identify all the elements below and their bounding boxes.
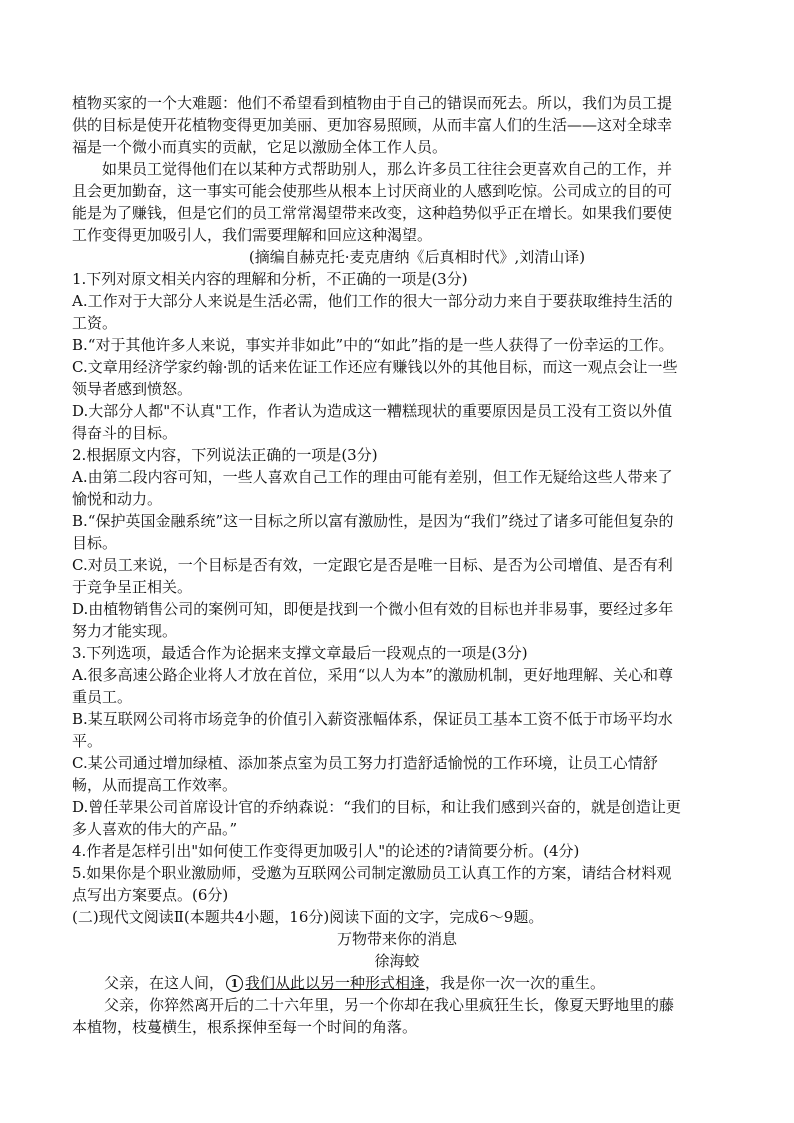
- section-heading: (二)现代文阅读Ⅱ(本题共4小题，16分)阅读下面的文字，完成6～9题。: [72, 908, 544, 926]
- option-line: B.“保护英国金融系统”这一目标之所以富有激励性，是因为“我们”绕过了诸多可能但复杂的: [72, 512, 674, 530]
- option-b: [72, 334, 722, 356]
- option-line: B.“对于其他许多人来说，事实并非如此”中的“如此”指的是一些人获得了一份幸运的工作。: [72, 336, 674, 354]
- document-page: [72, 92, 722, 1038]
- text-line: 且会更加勤奋，这一事实可能会使那些从根本上讨厌商业的人感到吃惊。公司成立的目的可: [72, 182, 673, 200]
- option-a: [72, 664, 722, 708]
- text-line: 福是一个微小而真实的贡献，它足以激励全体工作人员。: [72, 138, 448, 156]
- question-stem: 点写出方案要点。(6分): [72, 886, 229, 904]
- text-line: 如果员工觉得他们在以某种方式帮助别人，那么许多员工往往会更喜欢自己的工作，并: [102, 160, 673, 178]
- question-stem: 4.作者是怎样引出"如何使工作变得更加吸引人"的论述的?请简要分析。(4分): [72, 842, 580, 860]
- option-line: 畅，从而提高工作效率。: [72, 776, 238, 794]
- option-line: D.大部分人都"不认真"工作，作者认为造成这一糟糕现状的重要原因是员工没有工资以外值: [72, 402, 673, 420]
- option-line: 平。: [72, 732, 103, 750]
- essay-title-block: [72, 928, 722, 972]
- option-line: D.由植物销售公司的案例可知，即便是找到一个微小但有效的目标也并非易事，要经过多年: [72, 600, 674, 618]
- text-line: 供的目标是使开花植物变得更加美丽、更加容易照顾，从而丰富人们的生活——这对全球幸: [72, 116, 673, 134]
- question-stem: 1.下列对原文相关内容的理解和分析，不正确的一项是(3分): [72, 270, 468, 288]
- essay-title: 万物带来你的消息: [336, 930, 457, 948]
- option-line: A.工作对于大部分人来说是生活必需，他们工作的很大一部分动力来自于要获取维持生活的: [72, 292, 673, 310]
- underlined-sentence: 我们从此以另一种形式相逢: [245, 974, 426, 992]
- text-line: 工作变得更加吸引人，我们需要理解和回应这种渴望。: [72, 226, 433, 244]
- option-line: 工资。: [72, 314, 118, 332]
- option-d: [72, 400, 722, 444]
- option-line: 多人喜欢的伟大的产品。”: [72, 820, 238, 838]
- option-line: D.曾任苹果公司首席设计官的乔纳森说：“我们的目标，和让我们感到兴奋的，就是创造让更: [72, 798, 681, 816]
- source-citation: (摘编自赫克托·麦克唐纳《后真相时代》,刘清山译): [248, 248, 586, 266]
- question-stem: 5.如果你是个职业激励师，受邀为互联网公司制定激励员工认真工作的方案，请结合材料观: [72, 864, 672, 882]
- option-line: B.某互联网公司将市场竞争的价值引入薪资涨幅体系，保证员工基本工资不低于市场平均水: [72, 710, 673, 728]
- question-3: [72, 642, 722, 840]
- question-4: [72, 840, 722, 862]
- text-segment: 父亲，在这人间，: [104, 974, 225, 992]
- option-line: 重员工。: [72, 688, 133, 706]
- option-a: [72, 466, 722, 510]
- option-line: C.某公司通过增加绿植、添加茶点室为员工努力打造舒适愉悦的工作环境，让员工心情舒: [72, 754, 658, 772]
- question-1: [72, 268, 722, 444]
- essay-paragraph-1: [72, 972, 722, 994]
- question-stem: 3.下列选项，最适合作为论据来支撑文章最后一段观点的一项是(3分): [72, 644, 528, 662]
- option-d: [72, 796, 722, 840]
- question-stem: 2.根据原文内容，下列说法正确的一项是(3分): [72, 446, 378, 464]
- question-2: [72, 444, 722, 642]
- intro-paragraph: [72, 92, 722, 158]
- last-paragraph: [72, 158, 722, 246]
- text-line: 能是为了赚钱，但是它们的员工常常渴望带来改变，这种趋势似乎正在增长。如果我们要使: [72, 204, 673, 222]
- option-line: 于竞争呈正相关。: [72, 578, 193, 596]
- option-c: [72, 356, 722, 400]
- text-line: 植物买家的一个大难题：他们不希望看到植物由于自己的错误而死去。所以，我们为员工提: [72, 94, 673, 112]
- circled-number-marker: 1: [226, 975, 243, 992]
- option-b: [72, 510, 722, 554]
- option-line: 领导者感到愤怒。: [72, 380, 193, 398]
- option-line: 得奋斗的目标。: [72, 424, 178, 442]
- essay-author: 徐海蛟: [374, 952, 420, 970]
- option-line: C.对员工来说，一个目标是否有效，一定跟它是否是唯一目标、是否为公司增值、是否有利: [72, 556, 673, 574]
- option-c: [72, 752, 722, 796]
- option-line: 目标。: [72, 534, 118, 552]
- option-d: [72, 598, 722, 642]
- text-line: 本植物，枝蔓横生，根系探伸至每一个时间的角落。: [72, 1018, 418, 1036]
- option-line: C.文章用经济学家约翰·凯的话来佐证工作还应有赚钱以外的其他目标，而这一观点会让一些: [72, 358, 678, 376]
- question-5: [72, 862, 722, 906]
- essay-paragraph-2: [72, 994, 722, 1038]
- option-line: 愉悦和动力。: [72, 490, 163, 508]
- text-line: 父亲，你猝然离开后的二十六年里，另一个你却在我心里疯狂生长，像夏天野地里的藤: [104, 996, 675, 1014]
- option-line: A.由第二段内容可知，一些人喜欢自己工作的理由可能有差别，但工作无疑给这些人带来了: [72, 468, 673, 486]
- option-line: A.很多高速公路企业将人才放在首位，采用“以人为本”的激励机制，更好地理解、关心和尊: [72, 666, 673, 684]
- text-segment: ，我是你一次一次的重生。: [425, 974, 606, 992]
- option-line: 努力才能实现。: [72, 622, 178, 640]
- option-a: [72, 290, 722, 334]
- option-b: [72, 708, 722, 752]
- option-c: [72, 554, 722, 598]
